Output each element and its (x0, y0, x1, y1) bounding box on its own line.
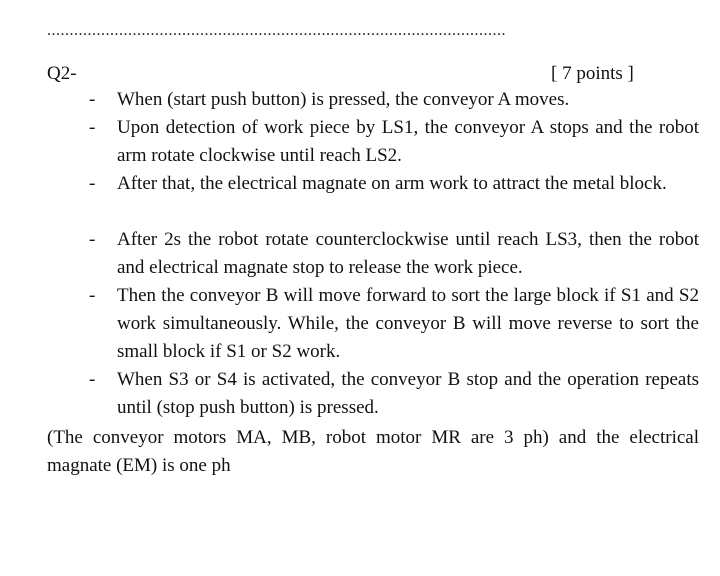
question-number: Q2- (47, 63, 77, 84)
list-bullet: - (89, 369, 96, 390)
question-points: [ 7 points ] (551, 63, 634, 84)
list-bullet: - (89, 117, 96, 138)
list-item-text: When (start push button) is pressed, the conveyor A moves. (117, 89, 570, 110)
list-item-text: After 2s the robot rotate counterclockwise until reach LS3, then the robot and electrical magnate stop to release the work piece. (117, 229, 699, 278)
dotted-separator: ...................................................................................................... (47, 22, 506, 39)
list-bullet: - (89, 89, 96, 110)
list-item-text: When S3 or S4 is activated, the conveyor B stop and the operation repeats until (stop push button) is pressed. (117, 369, 699, 418)
list-item-text: Then the conveyor B will move forward to sort the large block if S1 and S2 work simultaneously. While, the conveyor B will move reverse to sort the small block if S1 or S2 work. (117, 285, 699, 362)
list-item-text: After that, the electrical magnate on arm work to attract the metal block. (117, 173, 667, 194)
list-bullet: - (89, 229, 96, 250)
list-bullet: - (89, 173, 96, 194)
footnote-text: (The conveyor motors MA, MB, robot motor MR are 3 ph) and the electrical magnate (EM) is one ph (47, 427, 699, 476)
list-item-text: Upon detection of work piece by LS1, the conveyor A stops and the robot arm rotate clockwise until reach LS2. (117, 117, 699, 166)
list-bullet: - (89, 285, 96, 306)
